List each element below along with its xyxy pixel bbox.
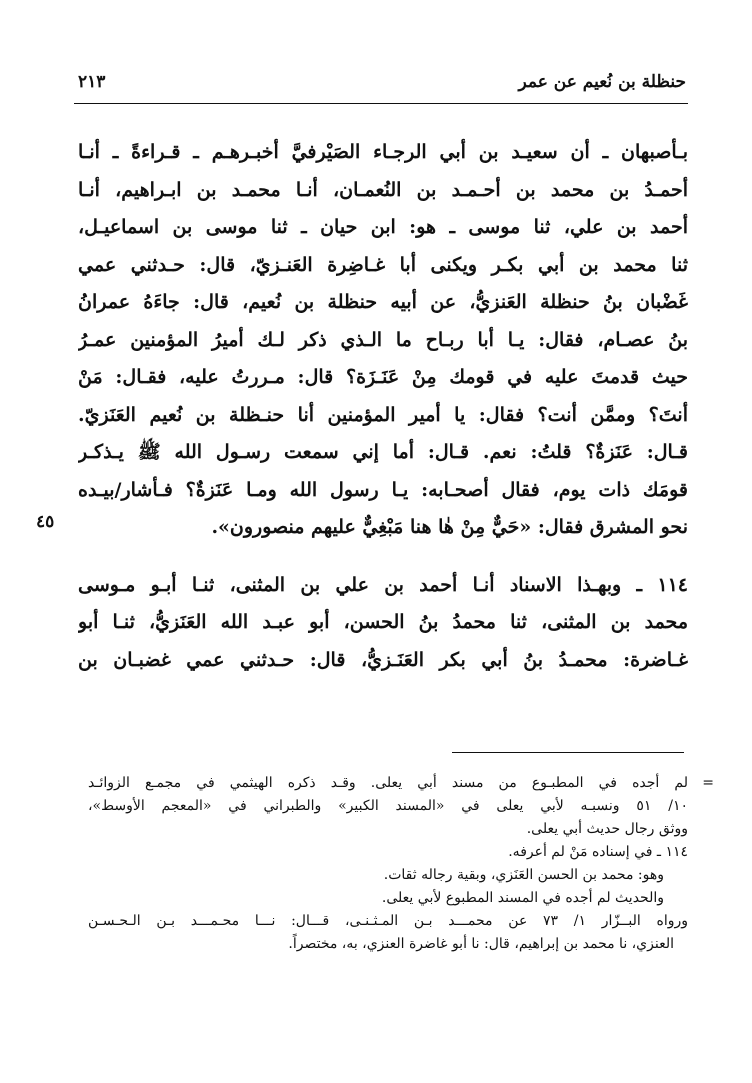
footnote-continuation-marker: = xyxy=(702,775,714,791)
text-line: أحمـدُ بن محمد بن أحـمـد بن النُعمـان، أنـا محمـد بن ابـراهيم، أنـا xyxy=(78,178,688,201)
footnote-rule xyxy=(452,752,684,753)
text-line: غـاضرة: محمـدُ بنُ أبي بكر العَنَـزيُّ، قال: حـدثني عمي غضبـان بن xyxy=(78,648,688,671)
footnote-line: ورواه البــزّار ١/ ٧٣ عن محمـــد بـن المـثـنـى، قـــال: نـــا محـمـــد بـن الـحـسـن xyxy=(88,913,688,929)
text-line: قـال: عَنَزةٌ؟ قلتُ: نعم. قـال: أما إني سمعت رسـول الله ﷺ يـذكـر xyxy=(78,441,688,463)
footnote-line: لم أجده في المطبـوع من مسند أبي يعلى. وقـد ذكره الهيثمي في مجمـع الزوائـد xyxy=(88,775,688,791)
text-line: ثنا محمد بن أبي بكـر ويكنى أبا غـاضِرة العَنـزيّ، قال: حـدثني عمي xyxy=(78,253,688,276)
text-line: نحو المشرق فقال: «حَيٌّ مِنْ هٰا هنا مَبْغِيٌّ عليهم منصورون». xyxy=(211,516,688,538)
page-number: ٢١٣ xyxy=(78,72,106,92)
text-line: بـأصبهان ـ أن سعيـد بن أبي الرجـاء الصَيْرفيَّ أخبـرهـم ـ قـراءةً ـ أنـا xyxy=(78,141,688,163)
main-text xyxy=(78,134,688,679)
footnote-line: ١١٤ ـ في إسناده مَنْ لم أعرفه. xyxy=(508,844,688,860)
footnote-line: ١٠/ ٥١ ونسبـه لأبي يعلى في «المسند الكبير» والطبراني في «المعجم الأوسط»، xyxy=(88,798,688,814)
page-header xyxy=(78,72,686,102)
footnotes xyxy=(88,772,688,956)
footnote-line: وهو: محمد بن الحسن العَنَزي، وبقية رجاله ثقات. xyxy=(383,867,664,883)
text-line: محمد بن المثنى، ثنا محمدُ بنُ الحسن، أبو عبـد الله العَنَزيُّ، ثنـا أبو xyxy=(78,611,688,633)
footnote-line: والحديث لم أجده في المسند المطبوع لأبي يعلى. xyxy=(381,890,664,906)
text-line: أحمد بن علي، ثنا موسى ـ هو: ابن حيان ـ ثنا موسى بن اسماعيـل، xyxy=(78,216,688,238)
footnote-line: ووثق رجال حديث أبي يعلى. xyxy=(526,821,688,837)
header-rule xyxy=(74,103,688,104)
text-line: حيث قدمتَ عليه في قومك مِنْ عَنَـزَة؟ قال: مـررتُ عليه، فقـال: مَنْ xyxy=(78,366,688,388)
text-line: قومَك ذات يوم، فقال أصحـابه: يـا رسول الله ومـا عَنَزةٌ؟ فـأشار/بيـده xyxy=(78,478,688,501)
footnote-line: العنزي، نا محمد بن إبراهيم، قال: نا أبو غاضرة العنزي، به، مختصراً. xyxy=(288,936,674,952)
text-line: ١١٤ ـ وبهـذا الاسناد أنـا أحمد بن علي بن المثنى، ثنـا أبـو مـوسى xyxy=(78,573,688,596)
text-line: غَضْبان بنُ حنظلة العَنزيُّ، عن أبيه حنظلة بن نُعيم، قال: جاءَهُ عمرانُ xyxy=(78,291,688,313)
text-line: بنُ عصـام، فقال: يـا أبا ربـاح ما الـذي ذكر لـك أميرُ المؤمنين عمـرُ xyxy=(78,328,688,351)
margin-page-marker: ٤٥ xyxy=(36,512,55,532)
running-title: حنظلة بن نُعيم عن عمر xyxy=(518,72,686,92)
text-line: أنتَ؟ وممَّن أنت؟ فقال: يا أمير المؤمنين أنا حنـظلة بن نُعيم العَنَزيّ. xyxy=(78,403,688,426)
paragraph-gap xyxy=(78,547,688,567)
